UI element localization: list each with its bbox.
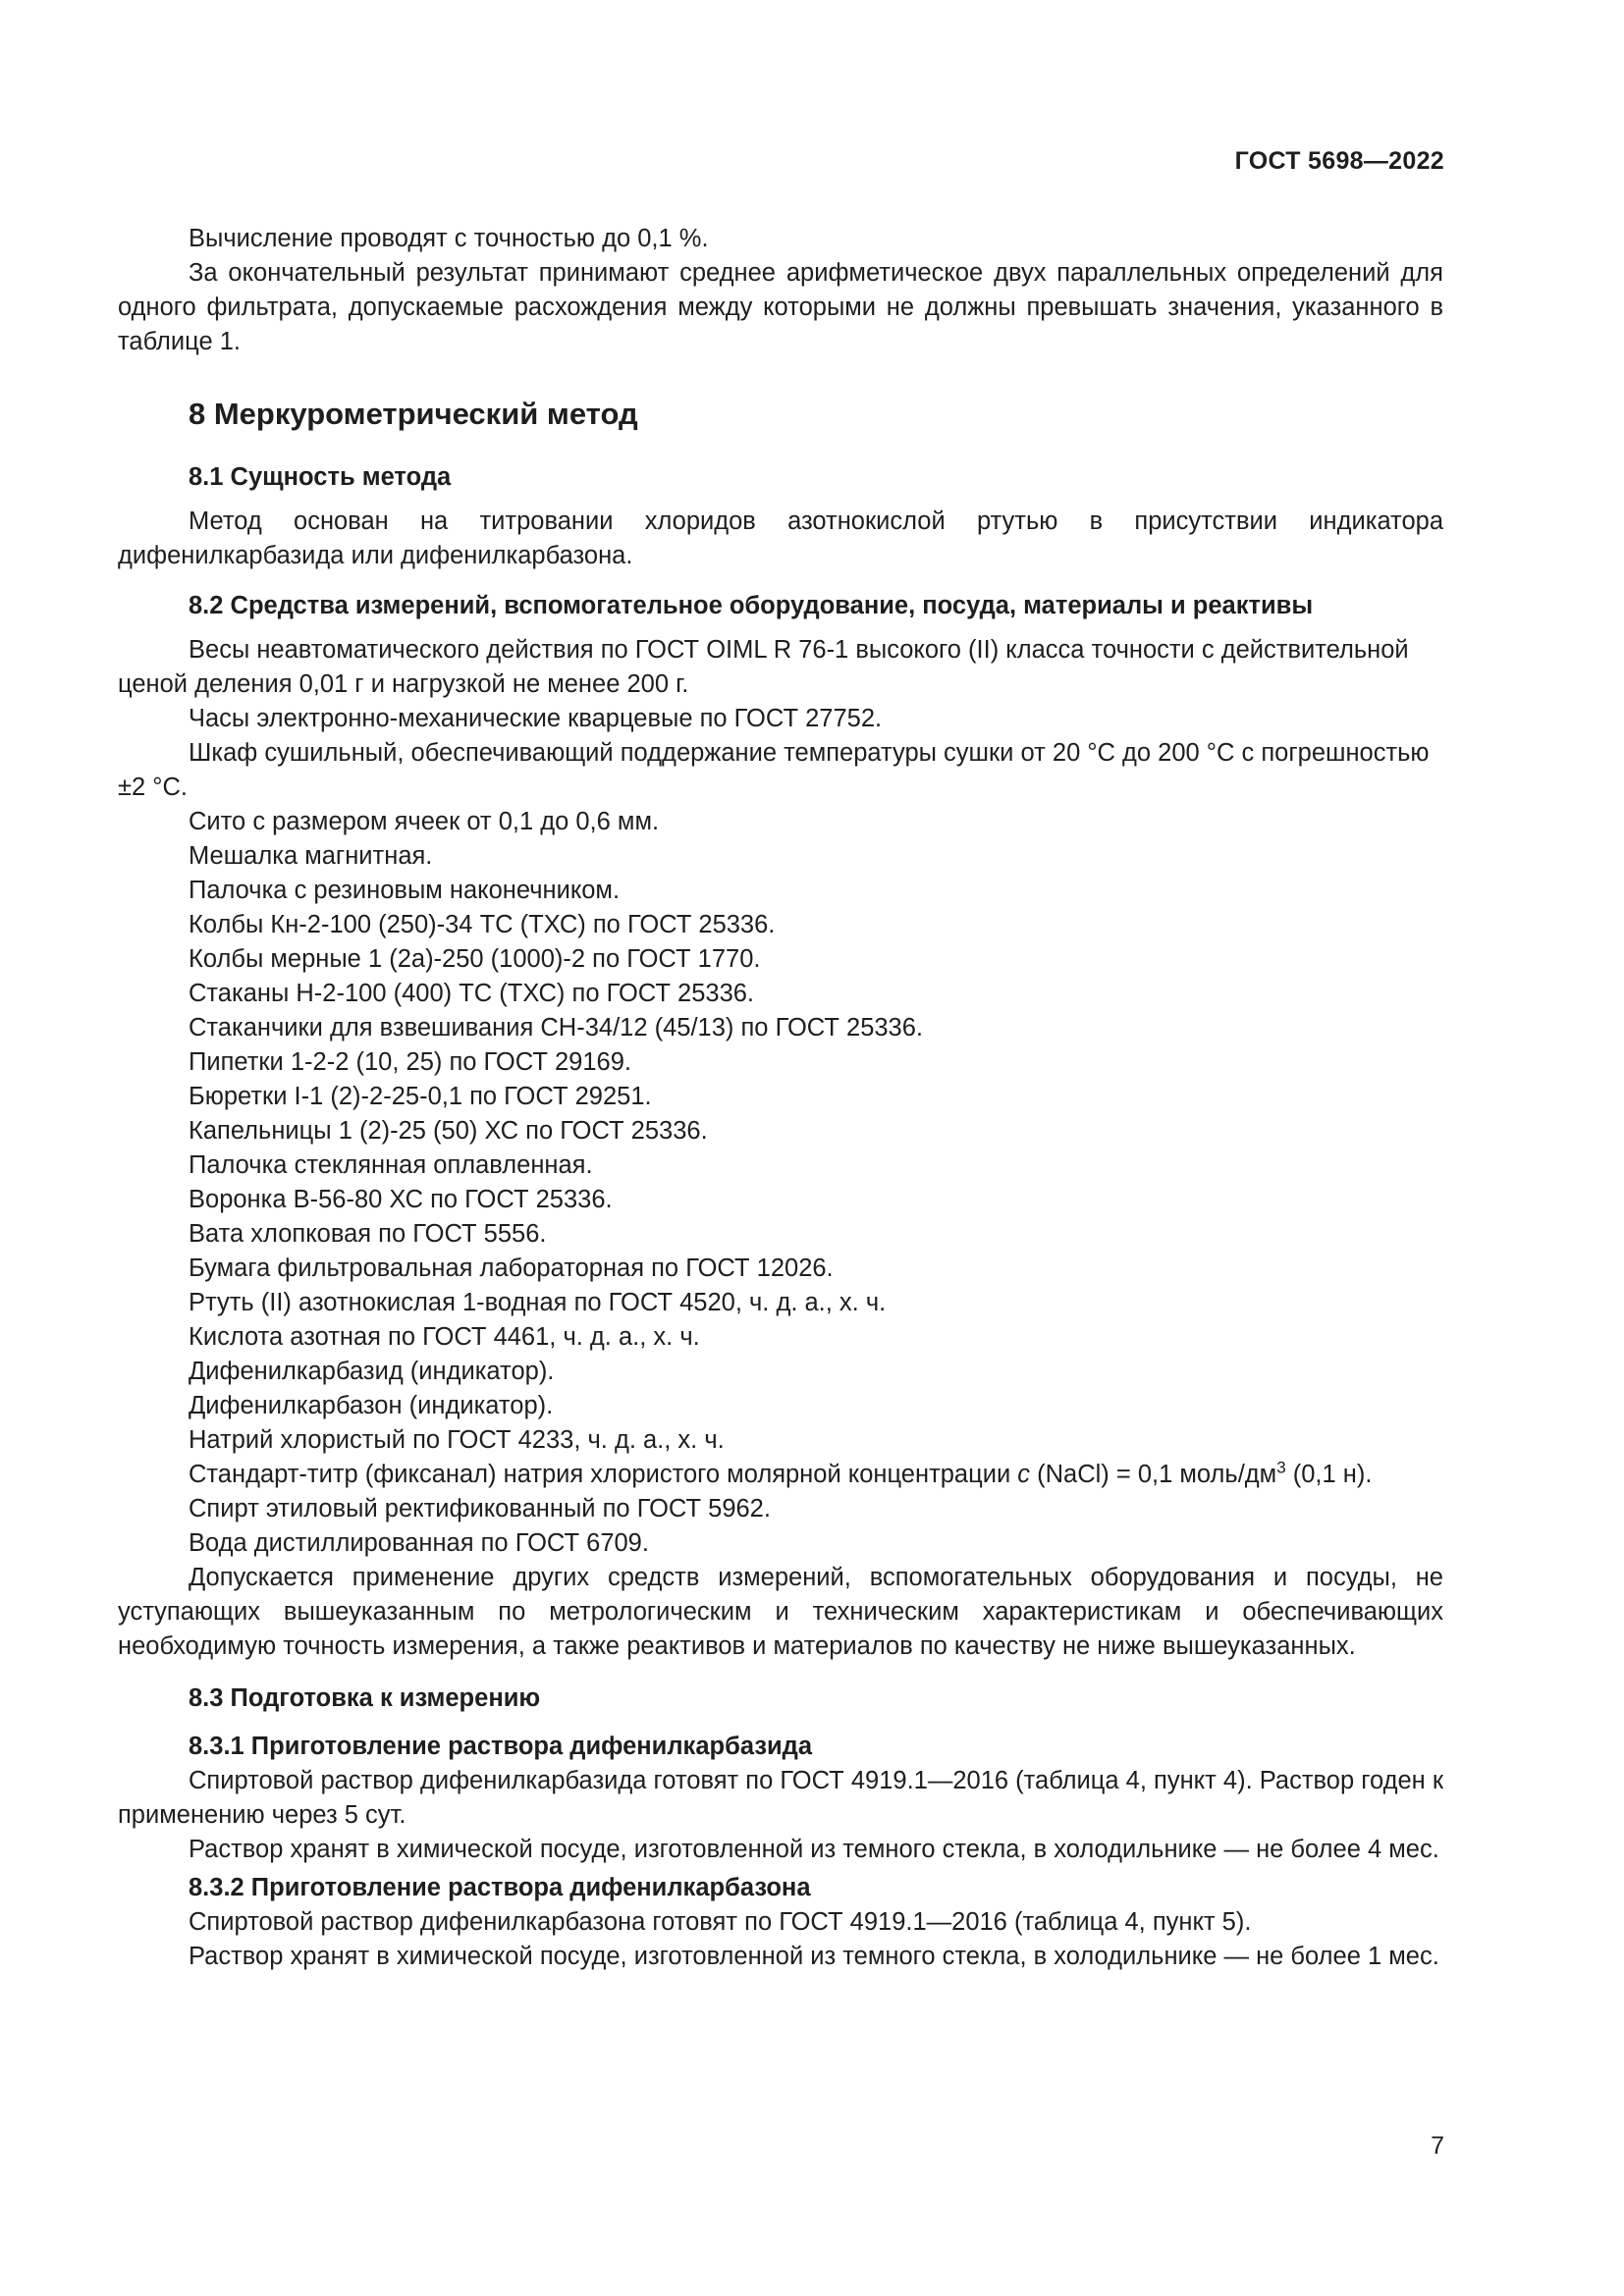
equipment-list-2: [118, 1492, 1443, 1561]
list-item: Вода дистиллированная по ГОСТ 6709.: [189, 1529, 649, 1557]
list-item: Пипетки 1-2-2 (10, 25) по ГОСТ 29169.: [189, 1048, 631, 1076]
list-item: Кислота азотная по ГОСТ 4461, ч. д. а., х. ч.: [189, 1323, 700, 1351]
list-item: Воронка В-56-80 ХС по ГОСТ 25336.: [189, 1186, 613, 1213]
list-item: Шкаф сушильный, обеспечивающий поддержание температуры сушки от 20 °С до 200 °С с погрешностью ±2 °С.: [118, 739, 1430, 801]
subsection-heading-8-3: 8.3 Подготовка к измерению: [189, 1684, 541, 1712]
std-titr-var: с: [1017, 1461, 1031, 1488]
list-item: Мешалка магнитная.: [189, 842, 433, 870]
paragraph: Раствор хранят в химической посуде, изготовленной из темного стекла, в холодильнике — не более 1 мес.: [189, 1943, 1439, 1970]
list-item: Натрий хлористый по ГОСТ 4233, ч. д. а., х. ч.: [189, 1426, 725, 1454]
list-item: Весы неавтоматического действия по ГОСТ OIML R 76-1 высокого (II) класса точности с действительной ценой деления 0,01 г и нагрузкой не менее 200 г.: [118, 636, 1409, 698]
list-item: Спирт этиловый ректификованный по ГОСТ 5962.: [189, 1495, 771, 1522]
list-item: Ртуть (II) азотнокислая 1-водная по ГОСТ 4520, ч. д. а., х. ч.: [189, 1289, 887, 1316]
page-number: 7: [1431, 2132, 1444, 2160]
section-heading-8: 8 Меркурометрический метод: [189, 397, 638, 431]
page-content: [118, 222, 1443, 1974]
list-item: Палочка с резиновым наконечником.: [189, 877, 621, 904]
paragraph: Вычисление проводят с точностью до 0,1 %.: [189, 225, 709, 252]
list-item: Колбы мерные 1 (2а)-250 (1000)-2 по ГОСТ 1770.: [189, 945, 761, 973]
std-titr-text: Стандарт-титр (фиксанал) натрия хлористого молярной концентрации: [189, 1461, 1018, 1488]
std-titr-tail: (0,1 н).: [1285, 1461, 1373, 1488]
list-item: Капельницы 1 (2)-25 (50) ХС по ГОСТ 25336.: [189, 1117, 708, 1145]
paragraph: За окончательный результат принимают среднее арифметическое двух параллельных определений для одного фильтрата, допускаемые расхождения между которыми не должны превышать значения, указанного в таблице 1.: [118, 259, 1443, 355]
subsection-heading-8-1: 8.1 Сущность метода: [189, 463, 452, 491]
std-titr-text: (NaCl) = 0,1 моль/дм: [1030, 1461, 1277, 1488]
list-item: Сито с размером ячеек от 0,1 до 0,6 мм.: [189, 808, 660, 835]
equipment-list: [118, 633, 1443, 1458]
subsection-heading-8-2: 8.2 Средства измерений, вспомогательное оборудование, посуда, материалы и реактивы: [189, 592, 1314, 619]
paragraph: Метод основан на титровании хлоридов азотнокислой ртутью в присутствии индикатора дифенилкарбазида или дифенилкарбазона.: [118, 507, 1443, 569]
list-item: Бюретки I-1 (2)-2-25-0,1 по ГОСТ 29251.: [189, 1083, 652, 1110]
list-item: Колбы Кн-2-100 (250)-34 ТС (ТХС) по ГОСТ 25336.: [189, 911, 776, 938]
subsection-heading-8-3-1: 8.3.1 Приготовление раствора дифенилкарбазида: [189, 1733, 813, 1760]
subsection-heading-8-3-2: 8.3.2 Приготовление раствора дифенилкарбазона: [189, 1874, 811, 1901]
std-titr-paragraph: [118, 1458, 1443, 1492]
paragraph: Спиртовой раствор дифенилкарбазида готовят по ГОСТ 4919.1—2016 (таблица 4, пункт 4). Раствор годен к применению через 5 сут.: [118, 1767, 1443, 1829]
list-item: Палочка стеклянная оплавленная.: [189, 1151, 593, 1179]
note-paragraph: Допускается применение других средств измерений, вспомогательных оборудования и посуды, не уступающих вышеуказанным по метрологическим и техническим характеристикам и обеспечивающих необходимую точность измерения, а также реактивов и материалов по качеству не ниже вышеуказанных.: [118, 1564, 1443, 1660]
paragraph: Спиртовой раствор дифенилкарбазона готовят по ГОСТ 4919.1—2016 (таблица 4, пункт 5).: [189, 1908, 1252, 1936]
list-item: Стаканы Н-2-100 (400) ТС (ТХС) по ГОСТ 25336.: [189, 980, 755, 1007]
list-item: Дифенилкарбазид (индикатор).: [189, 1358, 555, 1385]
list-item: Часы электронно-механические кварцевые по ГОСТ 27752.: [189, 705, 883, 732]
list-item: Бумага фильтровальная лабораторная по ГОСТ 12026.: [189, 1255, 834, 1282]
list-item: Вата хлопковая по ГОСТ 5556.: [189, 1220, 547, 1248]
document-header: ГОСТ 5698—2022: [1234, 147, 1444, 175]
std-titr-sup: 3: [1276, 1458, 1286, 1477]
list-item: Дифенилкарбазон (индикатор).: [189, 1392, 554, 1419]
paragraph: Раствор хранят в химической посуде, изготовленной из темного стекла, в холодильнике — не более 4 мес.: [189, 1836, 1439, 1863]
list-item: Стаканчики для взвешивания СН-34/12 (45/13) по ГОСТ 25336.: [189, 1014, 924, 1041]
